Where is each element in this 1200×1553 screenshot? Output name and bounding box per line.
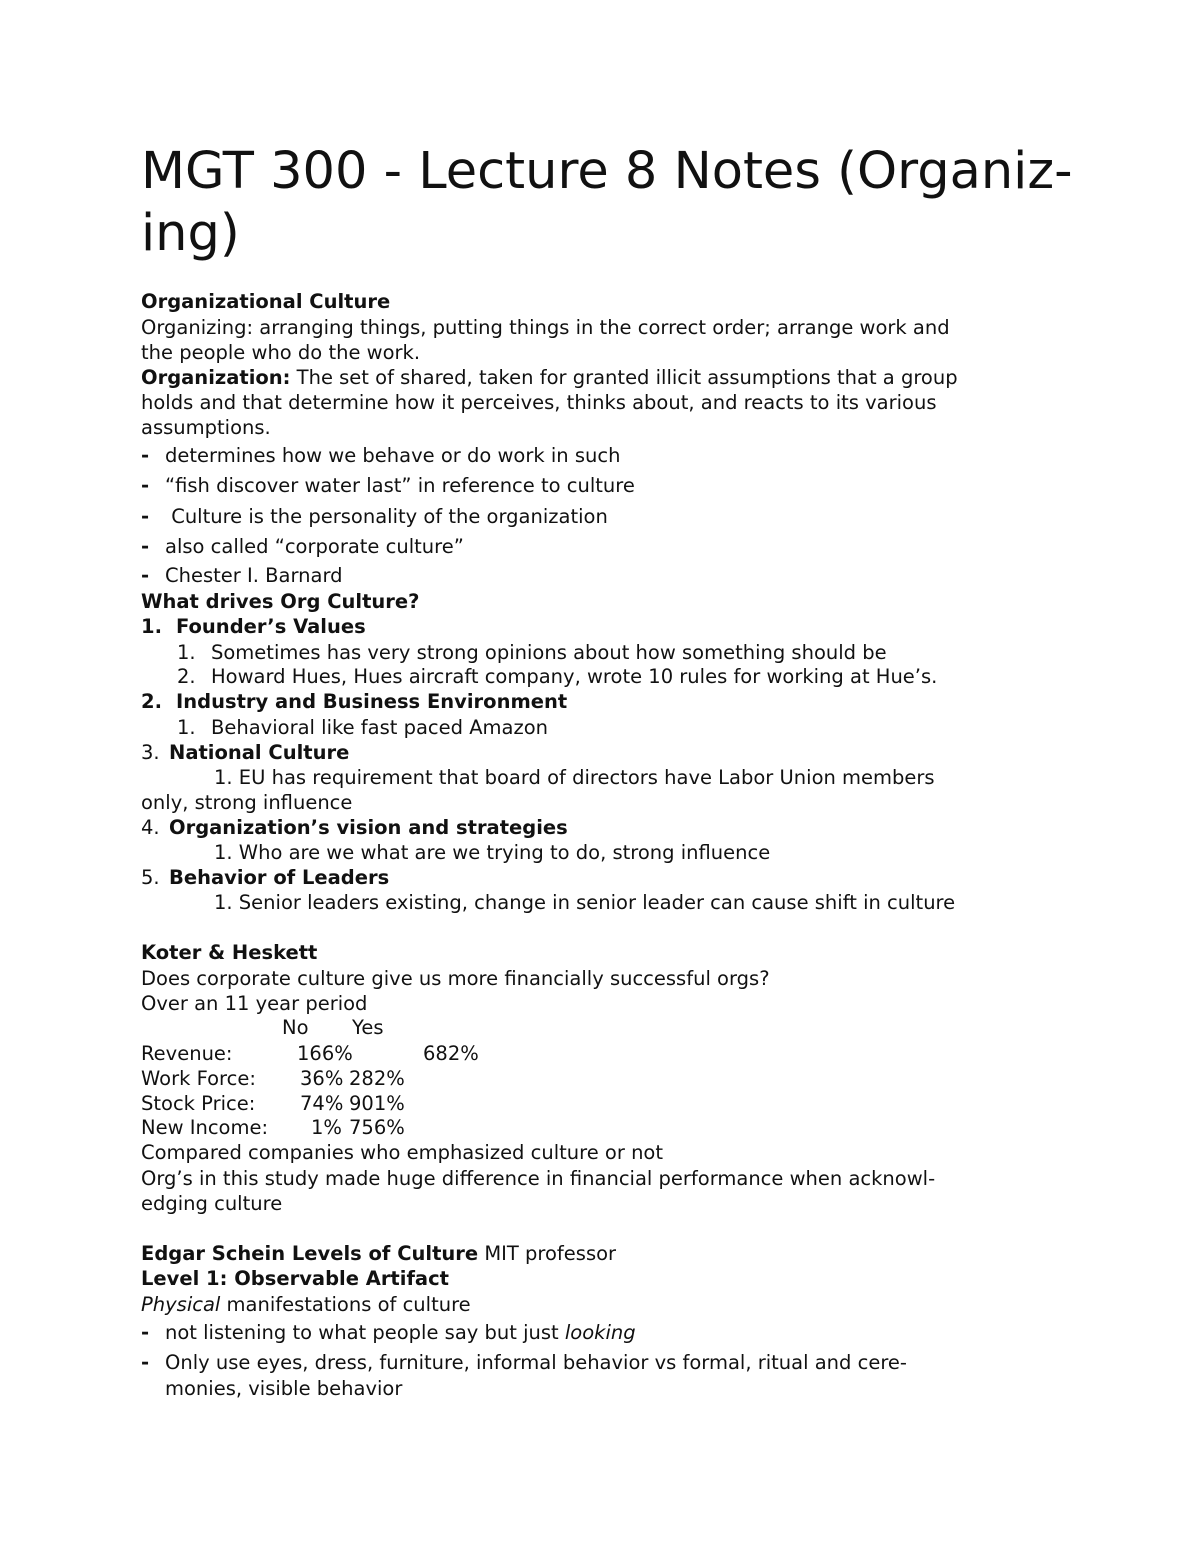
schein-level-1: Level 1: Observable Artifact (141, 1267, 449, 1290)
driver-industry-environment: Industry and Business Environment (176, 690, 568, 713)
schein-physical-rest: manifestations of culture (220, 1293, 471, 1316)
value-stock-price-yes: 901% (349, 1092, 405, 1115)
schein-physical-line (141, 1292, 471, 1317)
column-header-yes: Yes (352, 1016, 384, 1039)
driver-founders-values: Founder’s Values (176, 615, 366, 638)
row-label-new-income: New Income: (141, 1116, 269, 1139)
bullet-dash-icon: - (141, 1321, 150, 1344)
list-item: 1. Senior leaders existing, change in senior leader can cause shift in culture (214, 891, 956, 914)
driver-national-culture: National Culture (169, 741, 350, 764)
list-number: 4. (141, 816, 160, 839)
bullet-dash-icon: - (141, 564, 150, 587)
list-number: 5. (141, 866, 160, 889)
schein-bullet-1-italic: looking (564, 1321, 636, 1344)
value-revenue-yes: 682% (423, 1042, 479, 1065)
column-header-no: No (282, 1016, 309, 1039)
value-work-force-yes: 282% (349, 1067, 405, 1090)
bullet-dash-icon: - (141, 505, 150, 528)
list-item: 1. Who are we what are we trying to do, strong influence (214, 841, 771, 864)
list-item (165, 1320, 636, 1345)
driver-vision-strategies: Organization’s vision and strategies (169, 816, 568, 839)
list-item: Chester I. Barnard (165, 564, 343, 587)
list-number: 1. (177, 641, 196, 664)
section-heading-what-drives: What drives Org Culture? (141, 590, 420, 613)
value-new-income-yes: 756% (349, 1116, 405, 1139)
organization-label: Organization: (141, 366, 291, 389)
row-label-stock-price: Stock Price: (141, 1092, 256, 1115)
bullet-dash-icon: - (141, 1351, 150, 1374)
bullet-dash-icon: - (141, 535, 150, 558)
driver-behavior-leaders: Behavior of Leaders (169, 866, 390, 889)
list-number: 2. (177, 665, 196, 688)
koter-period: Over an 11 year period (141, 992, 368, 1015)
koter-study-line-1: Org’s in this study made huge difference in financial performance when acknowl- (141, 1167, 936, 1190)
organization-definition-line-2: holds and that determine how it perceives, thinks about, and reacts to its various (141, 391, 937, 414)
section-heading-organizational-culture: Organizational Culture (141, 290, 391, 313)
list-number: 1. (177, 716, 196, 739)
list-item: only, strong influence (141, 791, 353, 814)
value-work-force-no: 36% (300, 1067, 344, 1090)
list-item: monies, visible behavior (165, 1377, 403, 1400)
list-number: 1. (141, 615, 162, 638)
row-label-work-force: Work Force: (141, 1067, 256, 1090)
list-number: 2. (141, 690, 162, 713)
section-heading-schein (141, 1241, 616, 1266)
koter-compared: Compared companies who emphasized culture or not (141, 1141, 664, 1164)
list-item: 1. EU has requirement that board of directors have Labor Union members (214, 766, 935, 789)
value-new-income-no: 1% (311, 1116, 342, 1139)
koter-question: Does corporate culture give us more financially successful orgs? (141, 967, 770, 990)
document-title-line-1: MGT 300 - Lecture 8 Notes (Organiz- (141, 142, 1073, 201)
organization-definition-line-1 (141, 365, 958, 390)
schein-heading-bold: Edgar Schein Levels of Culture (141, 1242, 479, 1265)
organizing-definition-line-2: the people who do the work. (141, 341, 421, 364)
koter-study-line-2: edging culture (141, 1192, 283, 1215)
section-heading-koter-heskett: Koter & Heskett (141, 941, 318, 964)
value-stock-price-no: 74% (300, 1092, 344, 1115)
value-revenue-no: 166% (297, 1042, 353, 1065)
schein-bullet-1-text: not listening to what people say but just (165, 1321, 565, 1344)
list-item: determines how we behave or do work in such (165, 444, 621, 467)
organization-definition-text: The set of shared, taken for granted illicit assumptions that a group (290, 366, 958, 389)
schein-physical-italic: Physical (141, 1293, 221, 1316)
organization-definition-line-3: assumptions. (141, 416, 271, 439)
list-item: “fish discover water last” in reference to culture (165, 474, 635, 497)
list-item: Sometimes has very strong opinions about how something should be (211, 641, 887, 664)
bullet-dash-icon: - (141, 444, 150, 467)
list-item: also called “corporate culture” (165, 535, 464, 558)
bullet-dash-icon: - (141, 474, 150, 497)
list-item: Culture is the personality of the organization (165, 505, 608, 528)
schein-heading-rest: MIT professor (478, 1242, 617, 1265)
organizing-definition-line-1: Organizing: arranging things, putting things in the correct order; arrange work and (141, 316, 950, 339)
list-number: 3. (141, 741, 160, 764)
document-title-line-2: ing) (141, 204, 240, 263)
list-item: Howard Hues, Hues aircraft company, wrote 10 rules for working at Hue’s. (211, 665, 938, 688)
row-label-revenue: Revenue: (141, 1042, 233, 1065)
list-item: Behavioral like fast paced Amazon (211, 716, 549, 739)
list-item: Only use eyes, dress, furniture, informal behavior vs formal, ritual and cere- (165, 1351, 907, 1374)
